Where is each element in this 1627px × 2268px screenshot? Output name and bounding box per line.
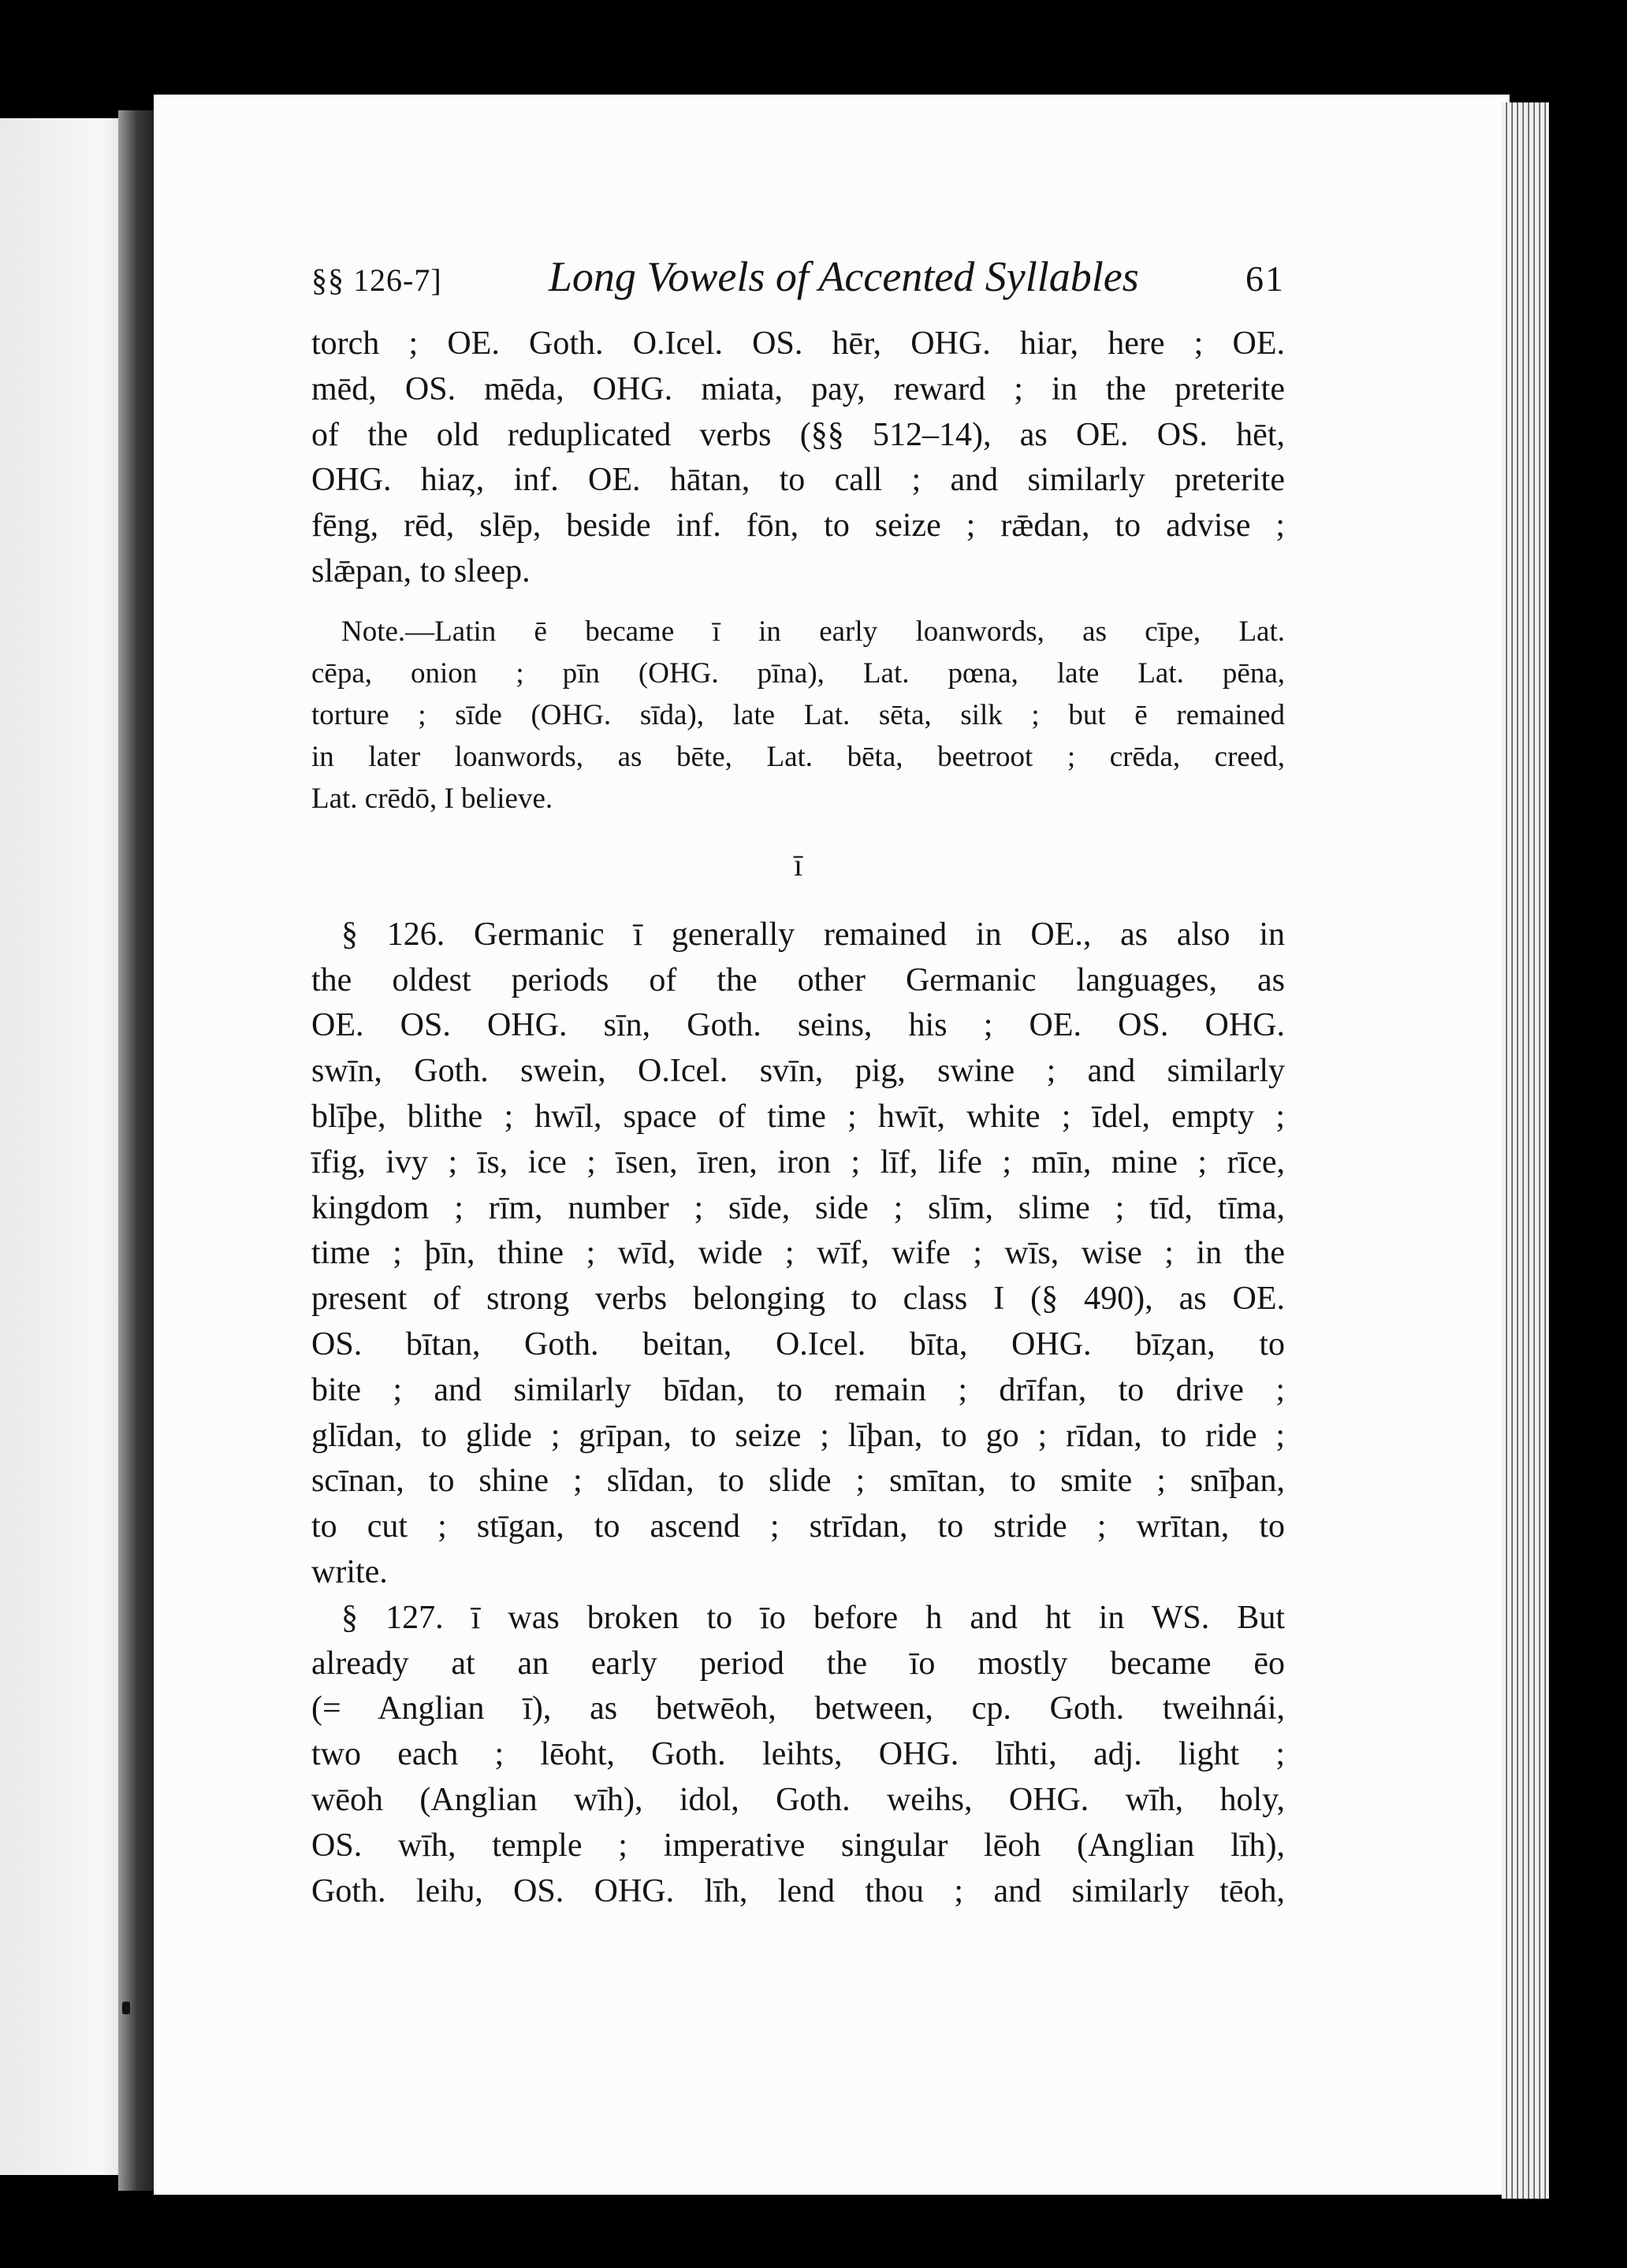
text-line: scīnan, to shine ; slīdan, to slide ; smītan, to smite ; snīþan, (311, 1463, 1285, 1500)
text-line: OS. bītan, Goth. beitan, O.Icel. bīta, OHG. bīȥan, to (311, 1325, 1285, 1363)
running-title: Long Vowels of Accented Syllables (548, 253, 1139, 300)
text-line: (= Anglian ī), as betwēoh, between, cp. Goth. tweihnái, (311, 1690, 1285, 1727)
text-line: mēd, OS. mēda, OHG. miata, pay, reward ; in the preterite (311, 370, 1285, 407)
text-line: § 127. ī was broken to īo before h and ht in WS. But (341, 1599, 1285, 1636)
page-number: 61 (1245, 258, 1285, 299)
text-line: swīn, Goth. swein, O.Icel. svīn, pig, swine ; and similarly (311, 1053, 1285, 1090)
text-line: OHG. hiaȥ, inf. OE. hātan, to call ; and similarly preterite (311, 462, 1285, 499)
text-line: kingdom ; rīm, number ; sīde, side ; slīm, slime ; tīd, tīma, (311, 1189, 1285, 1226)
text-line: to cut ; stīgan, to ascend ; strīdan, to stride ; wrītan, to (311, 1508, 1285, 1545)
text-line: OS. wīh, temple ; imperative singular lēoh (Anglian līh), (311, 1827, 1285, 1864)
text-line: torch ; OE. Goth. O.Icel. OS. hēr, OHG. hiar, here ; OE. (311, 325, 1285, 362)
text-line: § 126. Germanic ī generally remained in OE., as also in (341, 916, 1285, 953)
note (311, 611, 1285, 820)
text-line: time ; þīn, thine ; wīd, wide ; wīf, wife ; wīs, wise ; in the (311, 1235, 1285, 1272)
paragraph-continued (311, 322, 1285, 595)
paragraph-126 (311, 913, 1285, 1596)
text-line: OE. OS. OHG. sīn, Goth. seins, his ; OE. OS. OHG. (311, 1007, 1285, 1044)
note-line: in later loanwords, as bēte, Lat. bēta, beetroot ; crēda, creed, (311, 740, 1285, 773)
text-line: write. (311, 1553, 388, 1590)
note-line: Note.—Latin ē became ī in early loanwords, as cīpe, Lat. (341, 615, 1285, 648)
text-line: wēoh (Anglian wīh), idol, Goth. weihs, OHG. wīh, holy, (311, 1781, 1285, 1818)
section-range: §§ 126-7] (311, 262, 442, 298)
text-line: already at an early period the īo mostly became ēo (311, 1645, 1285, 1682)
text-line: present of strong verbs belonging to class I (§ 490), as OE. (311, 1281, 1285, 1318)
ink-mark (122, 2002, 130, 2014)
text-line: of the old reduplicated verbs (§§ 512–14), as OE. OS. hēt, (311, 416, 1285, 453)
note-line: cēpa, onion ; pīn (OHG. pīna), Lat. pœna, late Lat. pēna, (311, 656, 1285, 690)
text-line: īfig, ivy ; īs, ice ; īsen, īren, iron ; līf, life ; mīn, mine ; rīce, (311, 1143, 1285, 1180)
text-line: the oldest periods of the other Germanic languages, as (311, 961, 1285, 998)
text-line: Goth. leiƕ, OS. OHG. līh, lend thou ; and similarly tēoh, (311, 1872, 1285, 1909)
text-line: blīþe, blithe ; hwīl, space of time ; hwīt, white ; īdel, empty ; (311, 1098, 1285, 1135)
running-header (311, 252, 1285, 315)
paragraph-127 (311, 1596, 1285, 1915)
text-line: fēng, rēd, slēp, beside inf. fōn, to seize ; rǣdan, to advise ; (311, 508, 1285, 545)
text-line: bite ; and similarly bīdan, to remain ; drīfan, to drive ; (311, 1371, 1285, 1408)
note-line: Lat. crēdō, I believe. (311, 782, 553, 815)
text-line: slǣpan, to sleep. (311, 552, 531, 589)
text-line: two each ; lēoht, Goth. leihts, OHG. līhti, adj. light ; (311, 1736, 1285, 1773)
note-line: torture ; sīde (OHG. sīda), late Lat. sēta, silk ; but ē remained (311, 698, 1285, 731)
section-heading-letter: ī (793, 846, 803, 883)
page-content (311, 252, 1285, 1914)
page-stack-edges (1502, 102, 1549, 2199)
text-line: glīdan, to glide ; grīpan, to seize ; līþan, to go ; rīdan, to ride ; (311, 1417, 1285, 1454)
